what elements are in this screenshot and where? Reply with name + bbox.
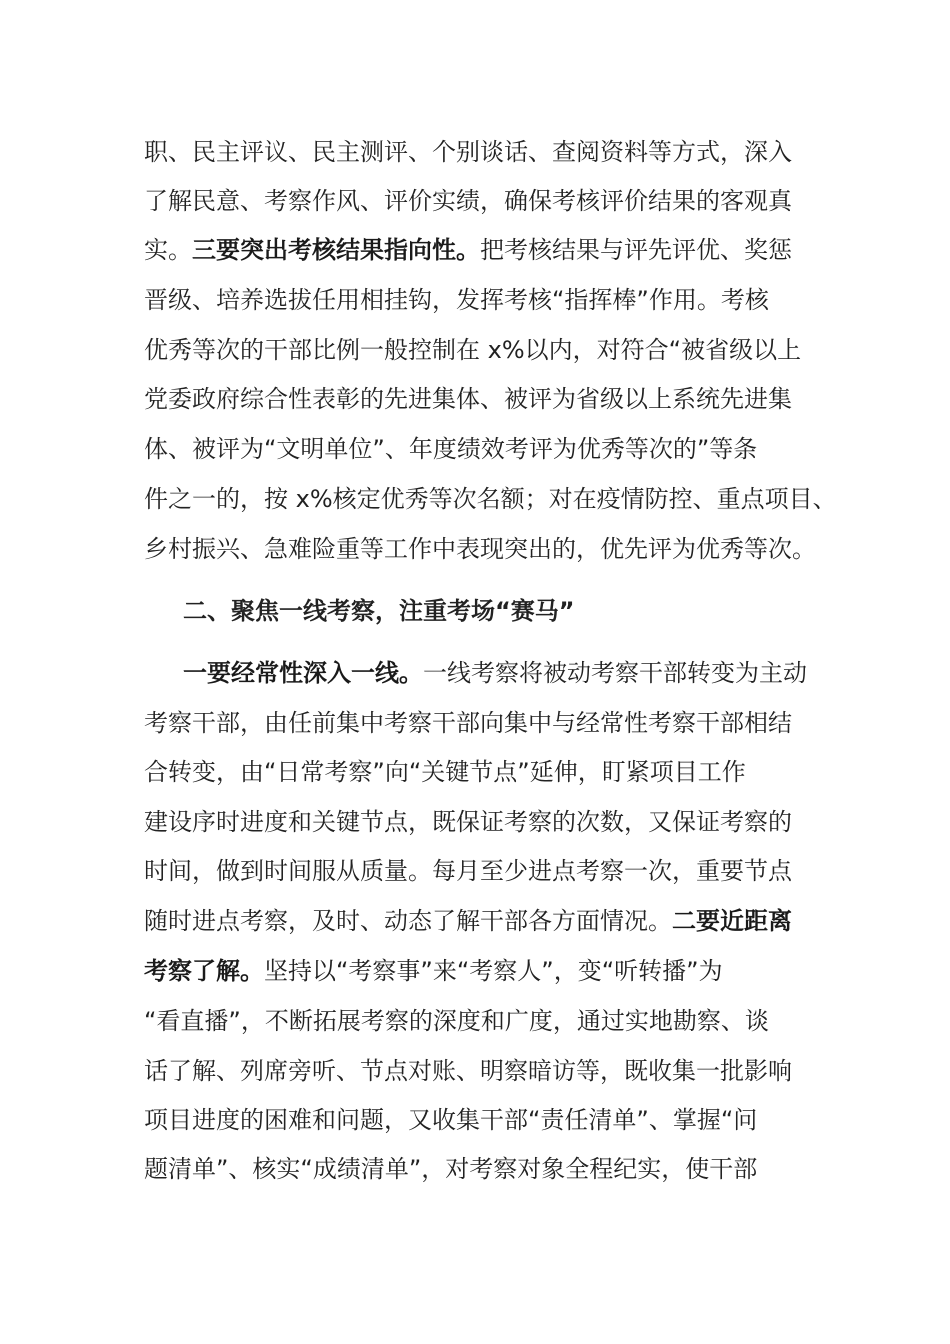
text-run: 职、民主评议、民主测评、个别谈话、查阅资料等方式，深入 bbox=[144, 138, 792, 166]
text-run: 项目进度的困难和问题，又收集干部“责任清单”、掌握“问 bbox=[144, 1106, 758, 1134]
text-run: 合转变，由“日常考察”向“关键节点”延伸，盯紧项目工作 bbox=[144, 758, 746, 786]
text-run: 题清单”、核实“成绩清单”，对考察对象全程纪实，使干部 bbox=[144, 1155, 758, 1183]
text-run: 党委政府综合性表彰的先进集体、被评为省级以上系统先进集 bbox=[144, 385, 792, 413]
paragraph-line bbox=[144, 176, 792, 226]
text-run: 时间，做到时间服从质量。每月至少进点考察一次，重要节点 bbox=[144, 857, 792, 885]
paragraph-line bbox=[144, 524, 816, 574]
text-run: 乡村振兴、急难险重等工作中表现突出的，优先评为优秀等次。 bbox=[144, 535, 816, 563]
section-heading bbox=[183, 586, 575, 636]
paragraph-line bbox=[144, 1144, 757, 1194]
paragraph-line bbox=[144, 474, 837, 524]
text-run: 把考核结果与评先评优、奖惩 bbox=[480, 236, 792, 264]
paragraph-line bbox=[144, 797, 792, 847]
paragraph-line bbox=[144, 325, 801, 375]
paragraph-line bbox=[144, 846, 792, 896]
paragraph-line bbox=[183, 648, 807, 698]
text-run: 坚持以“考察事”来“考察人”，变“听转播”为 bbox=[264, 957, 723, 985]
paragraph-line bbox=[144, 1095, 757, 1145]
text-run: 一线考察将被动考察干部转变为主动 bbox=[423, 659, 807, 687]
paragraph-line bbox=[144, 127, 792, 177]
text-run: 建设序时进度和关键节点，既保证考察的次数，又保证考察的 bbox=[144, 808, 792, 836]
paragraph-line bbox=[144, 698, 792, 748]
bold-text-run: 考察了解。 bbox=[144, 957, 264, 985]
bold-text-run: 二要近距离 bbox=[672, 907, 792, 935]
text-run: 了解民意、考察作风、评价实绩，确保考核评价结果的客观真 bbox=[144, 187, 792, 215]
text-run: 考察干部，由任前集中考察干部向集中与经常性考察干部相结 bbox=[144, 709, 792, 737]
paragraph-line bbox=[144, 896, 792, 946]
paragraph-line bbox=[144, 996, 769, 1046]
paragraph-line bbox=[144, 747, 746, 797]
paragraph-line bbox=[144, 275, 769, 325]
text-run: 件之一的，按 x%核定优秀等次名额；对在疫情防控、重点项目、 bbox=[144, 485, 837, 513]
text-run: 晋级、培养选拔任用相挂钩，发挥考核“指挥棒”作用。考核 bbox=[144, 286, 769, 314]
text-run: “看直播”，不断拓展考察的深度和广度，通过实地勘察、谈 bbox=[144, 1007, 769, 1035]
heading-text: 二、聚焦一线考察，注重考场“赛马” bbox=[183, 597, 575, 625]
text-run: 随时进点考察，及时、动态了解干部各方面情况。 bbox=[144, 907, 672, 935]
paragraph-line bbox=[144, 424, 757, 474]
paragraph-line bbox=[144, 225, 792, 275]
bold-text-run: 三要突出考核结果指向性。 bbox=[192, 236, 480, 264]
paragraph-line bbox=[144, 1046, 792, 1096]
text-run: 实。 bbox=[144, 236, 192, 264]
paragraph-line bbox=[144, 946, 723, 996]
text-run: 体、被评为“文明单位”、年度绩效考评为优秀等次的”等条 bbox=[144, 435, 758, 463]
paragraph-line bbox=[144, 374, 792, 424]
bold-text-run: 一要经常性深入一线。 bbox=[183, 659, 423, 687]
text-run: 话了解、列席旁听、节点对账、明察暗访等，既收集一批影响 bbox=[144, 1057, 792, 1085]
text-run: 优秀等次的干部比例一般控制在 x%以内，对符合“被省级以上 bbox=[144, 336, 802, 364]
